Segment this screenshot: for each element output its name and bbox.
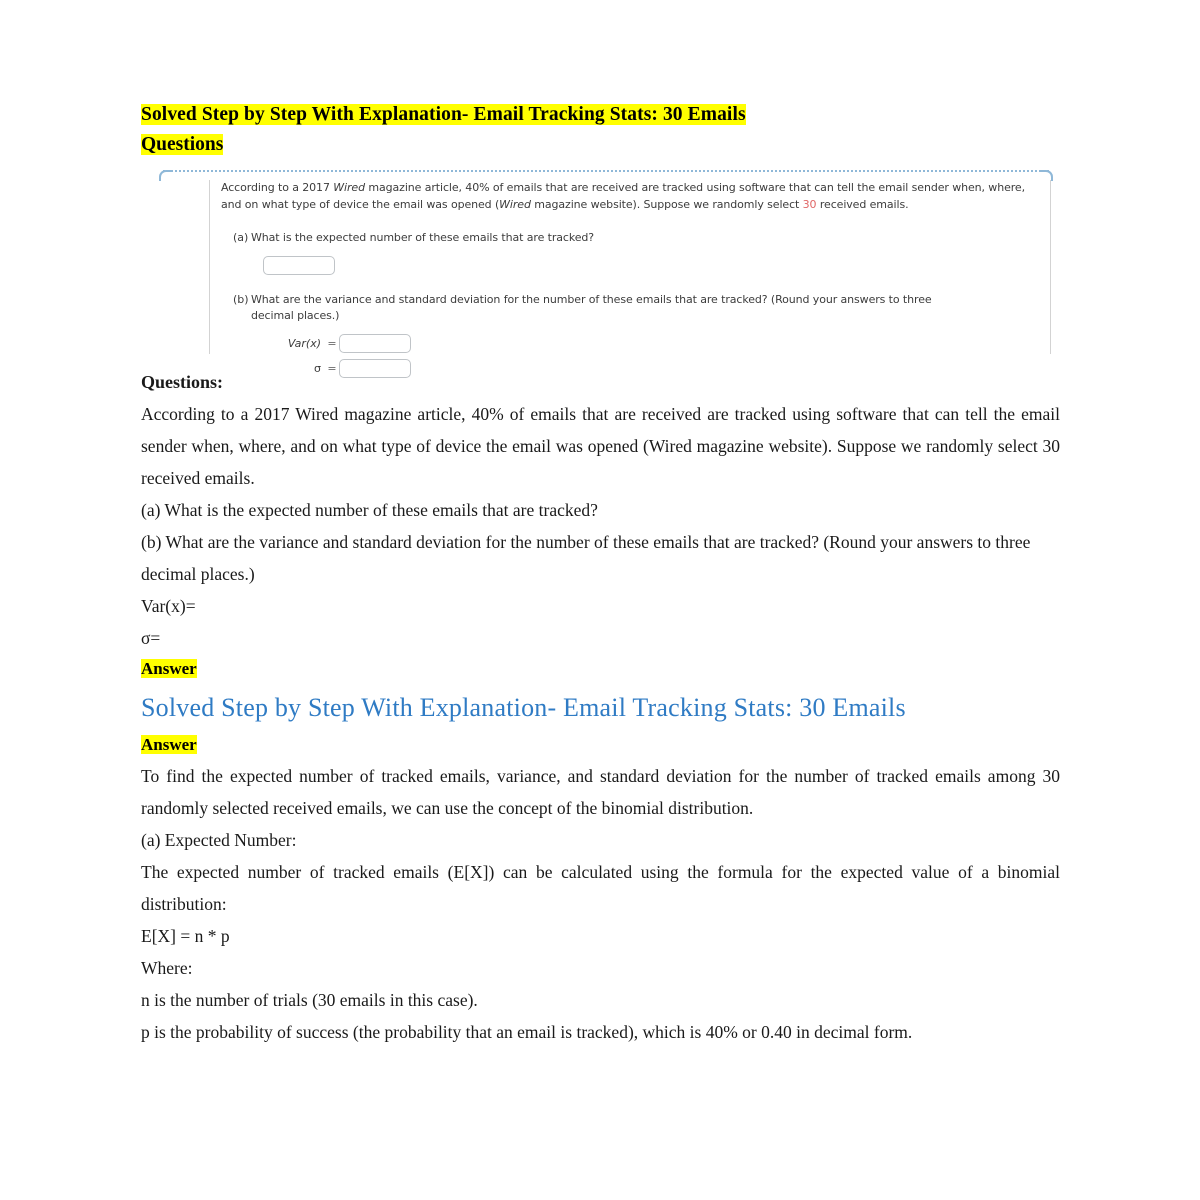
formula-expected-value: E[X] = n * p — [141, 926, 230, 946]
embed-variance-label: Var(x) — [287, 336, 321, 350]
embed-question-b-text: What are the variance and standard deviation for the number of these emails that are tracked? (Round your answers to three decimal places.) — [251, 292, 932, 322]
embed-answer-a-input[interactable] — [263, 256, 335, 275]
embed-question-a — [221, 230, 1041, 247]
sigma-prompt: σ= — [141, 628, 161, 648]
embed-question-a-text: What is the expected number of these emails that are tracked? — [251, 231, 595, 244]
embed-answer-a-field-wrap — [263, 255, 1041, 275]
embed-problem-paragraph — [221, 180, 1041, 213]
where-p-definition: p is the probability of success (the probability that an email is tracked), which is 40% or 0.40 in decimal form. — [141, 1022, 913, 1042]
answer-label-top — [141, 654, 1060, 684]
embed-variance-row — [263, 334, 1041, 353]
embed-sigma-input[interactable] — [339, 359, 411, 378]
embed-sigma-equals: = — [327, 361, 337, 375]
embed-wired-italic-2: Wired — [499, 197, 531, 211]
embed-variance-input[interactable] — [339, 334, 411, 353]
embed-sigma-row — [263, 359, 1041, 378]
question-paragraph: According to a 2017 Wired magazine article, 40% of emails that are received are tracked using software that can tell the email sender when, where, and on what type of device the email was opened (Wired magazine website). Suppose we randomly select 30 received emails. — [141, 404, 1060, 488]
embed-wired-italic-1: Wired — [333, 181, 365, 194]
embed-dashed-top-border — [163, 170, 1049, 172]
embed-highlighted-number: 30 — [802, 197, 817, 211]
questions-highlight: Questions — [141, 134, 224, 155]
embed-variance-equals: = — [327, 336, 337, 350]
embed-corner-right — [1041, 170, 1053, 181]
questions-section-label: Questions: — [141, 372, 224, 392]
embed-content — [221, 180, 1041, 384]
part-a-paragraph: The expected number of tracked emails (E[X]) can be calculated using the formula for the expected value of a binomial distribution: — [141, 862, 1060, 914]
var-prompt: Var(x)= — [141, 596, 196, 616]
question-a: (a) What is the expected number of these emails that are tracked? — [141, 500, 598, 520]
answer-label-second — [141, 730, 1060, 760]
page-title-line-1 — [141, 100, 1060, 130]
embed-text-part-1: According to a 2017 — [221, 181, 334, 194]
embed-text-part-4: received emails. — [816, 197, 909, 211]
page-title-highlight: Solved Step by Step With Explanation- Email Tracking Stats: 30 Emails — [141, 104, 746, 125]
question-b: (b) What are the variance and standard deviation for the number of these emails that are tracked? (Round your answers to three decimal places.) — [141, 532, 1031, 584]
embed-answer-b-fields — [263, 334, 1041, 378]
embed-left-divider — [209, 180, 210, 354]
embed-question-b — [221, 292, 1041, 325]
answer-blue-heading: Solved Step by Step With Explanation- Email Tracking Stats: 30 Emails — [141, 693, 906, 722]
page-title-line-2 — [141, 130, 1060, 160]
embed-question-a-tag: (a) — [233, 231, 249, 244]
answer-highlight-2: Answer — [141, 735, 197, 754]
part-a-label: (a) Expected Number: — [141, 830, 297, 850]
embed-right-divider — [1050, 180, 1051, 354]
embedded-problem-screenshot — [157, 168, 1057, 375]
where-n-definition: n is the number of trials (30 emails in this case). — [141, 990, 478, 1010]
embed-question-b-tag: (b) — [233, 292, 249, 306]
embed-text-part-3: magazine website). Suppose we randomly select — [530, 197, 803, 211]
where-label: Where: — [141, 958, 193, 978]
embed-text-part-2: magazine article, 40% of emails that are received are tracked using software that can tell the email sender when, where, and on what type of device the email was opened ( — [221, 181, 1025, 211]
embed-sigma-label: σ — [314, 361, 321, 375]
answer-highlight-1: Answer — [141, 659, 197, 678]
embed-corner-left — [159, 170, 171, 181]
answer-intro-paragraph: To find the expected number of tracked emails, variance, and standard deviation for the number of tracked emails among 30 randomly selected received emails, we can use the concept of the binomial distribution. — [141, 766, 1060, 818]
